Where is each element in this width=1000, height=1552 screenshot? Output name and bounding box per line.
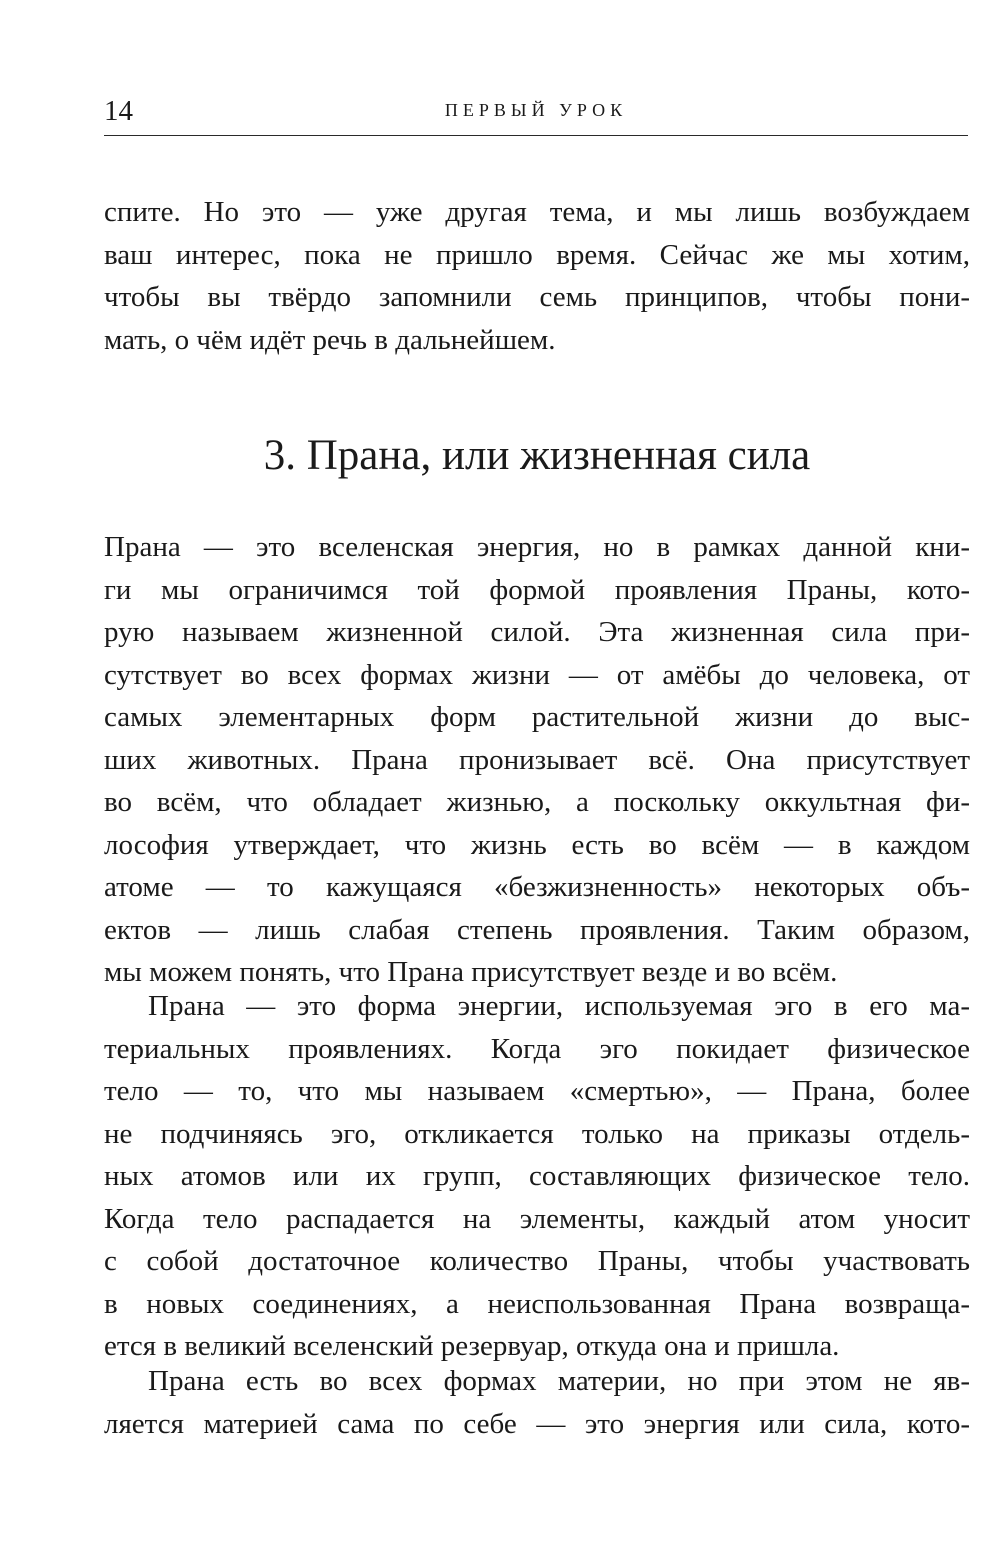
text-line: сутствует во всех формах жизни — от амёбы до человека, от: [104, 658, 970, 691]
paragraph-prana-ego: [104, 985, 970, 1368]
text-line: мать, о чём идёт речь в дальнейшем.: [104, 323, 556, 356]
text-line: лософия утверждает, что жизнь есть во всём — в каждом: [104, 828, 970, 861]
text-line: ляется материей сама по себе — это энергия или сила, кото-: [104, 1407, 970, 1440]
text-line: ных атомов или их групп, составляющих физическое тело.: [104, 1160, 970, 1192]
intro-paragraph: [104, 191, 970, 361]
text-line: Прана — это вселенская энергия, но в рамках данной кни-: [104, 531, 970, 563]
text-line: Когда тело распадается на элементы, каждый атом уносит: [104, 1202, 970, 1235]
page-number: 14: [104, 95, 133, 127]
text-line: не подчиняясь эго, откликается только на приказы отдель-: [104, 1117, 970, 1150]
text-line: ется в великий вселенский резервуар, откуда она и пришла.: [104, 1330, 840, 1362]
text-line: тело — то, что мы называем «смертью», — Прана, более: [104, 1075, 970, 1107]
header-rule: [104, 135, 968, 136]
paragraph-prana-universal: [104, 526, 970, 994]
text-line: Прана есть во всех формах материи, но при этом не яв-: [148, 1365, 970, 1397]
text-line: в новых соединениях, а неиспользованная Прана возвраща-: [104, 1287, 970, 1320]
text-line: чтобы вы твёрдо запомнили семь принципов, чтобы пони-: [104, 281, 970, 313]
text-line: самых элементарных форм растительной жизни до выс-: [104, 701, 970, 733]
text-line: рую называем жизненной силой. Эта жизненная сила при-: [104, 616, 970, 648]
text-line: ги мы ограничимся той формой проявления Праны, кото-: [104, 573, 970, 606]
text-line: Прана — это форма энергии, используемая эго в его ма-: [148, 990, 970, 1022]
text-line: атоме — то кажущаяся «безжизненность» некоторых объ-: [104, 871, 970, 903]
text-line: во всём, что обладает жизнью, а поскольку оккультная фи-: [104, 786, 970, 818]
running-title: ПЕРВЫЙ УРОК: [444, 100, 628, 120]
text-line: с собой достаточное количество Праны, чтобы участвовать: [104, 1245, 970, 1277]
text-line: спите. Но это — уже другая тема, и мы лишь возбуждаем: [104, 196, 970, 228]
text-line: ших животных. Прана пронизывает всё. Она присутствует: [104, 743, 970, 776]
section-heading: 3. Прана, или жизненная сила: [263, 432, 811, 479]
text-line: териальных проявлениях. Когда эго покидает физическое: [104, 1032, 970, 1065]
text-line: мы можем понять, что Прана присутствует везде и во всём.: [104, 956, 838, 988]
running-head: [104, 90, 968, 134]
paragraph-prana-matter: [104, 1360, 970, 1445]
text-line: ваш интерес, пока не пришло время. Сейчас же мы хотим,: [104, 238, 970, 271]
text-line: ектов — лишь слабая степень проявления. Таким образом,: [104, 913, 970, 946]
